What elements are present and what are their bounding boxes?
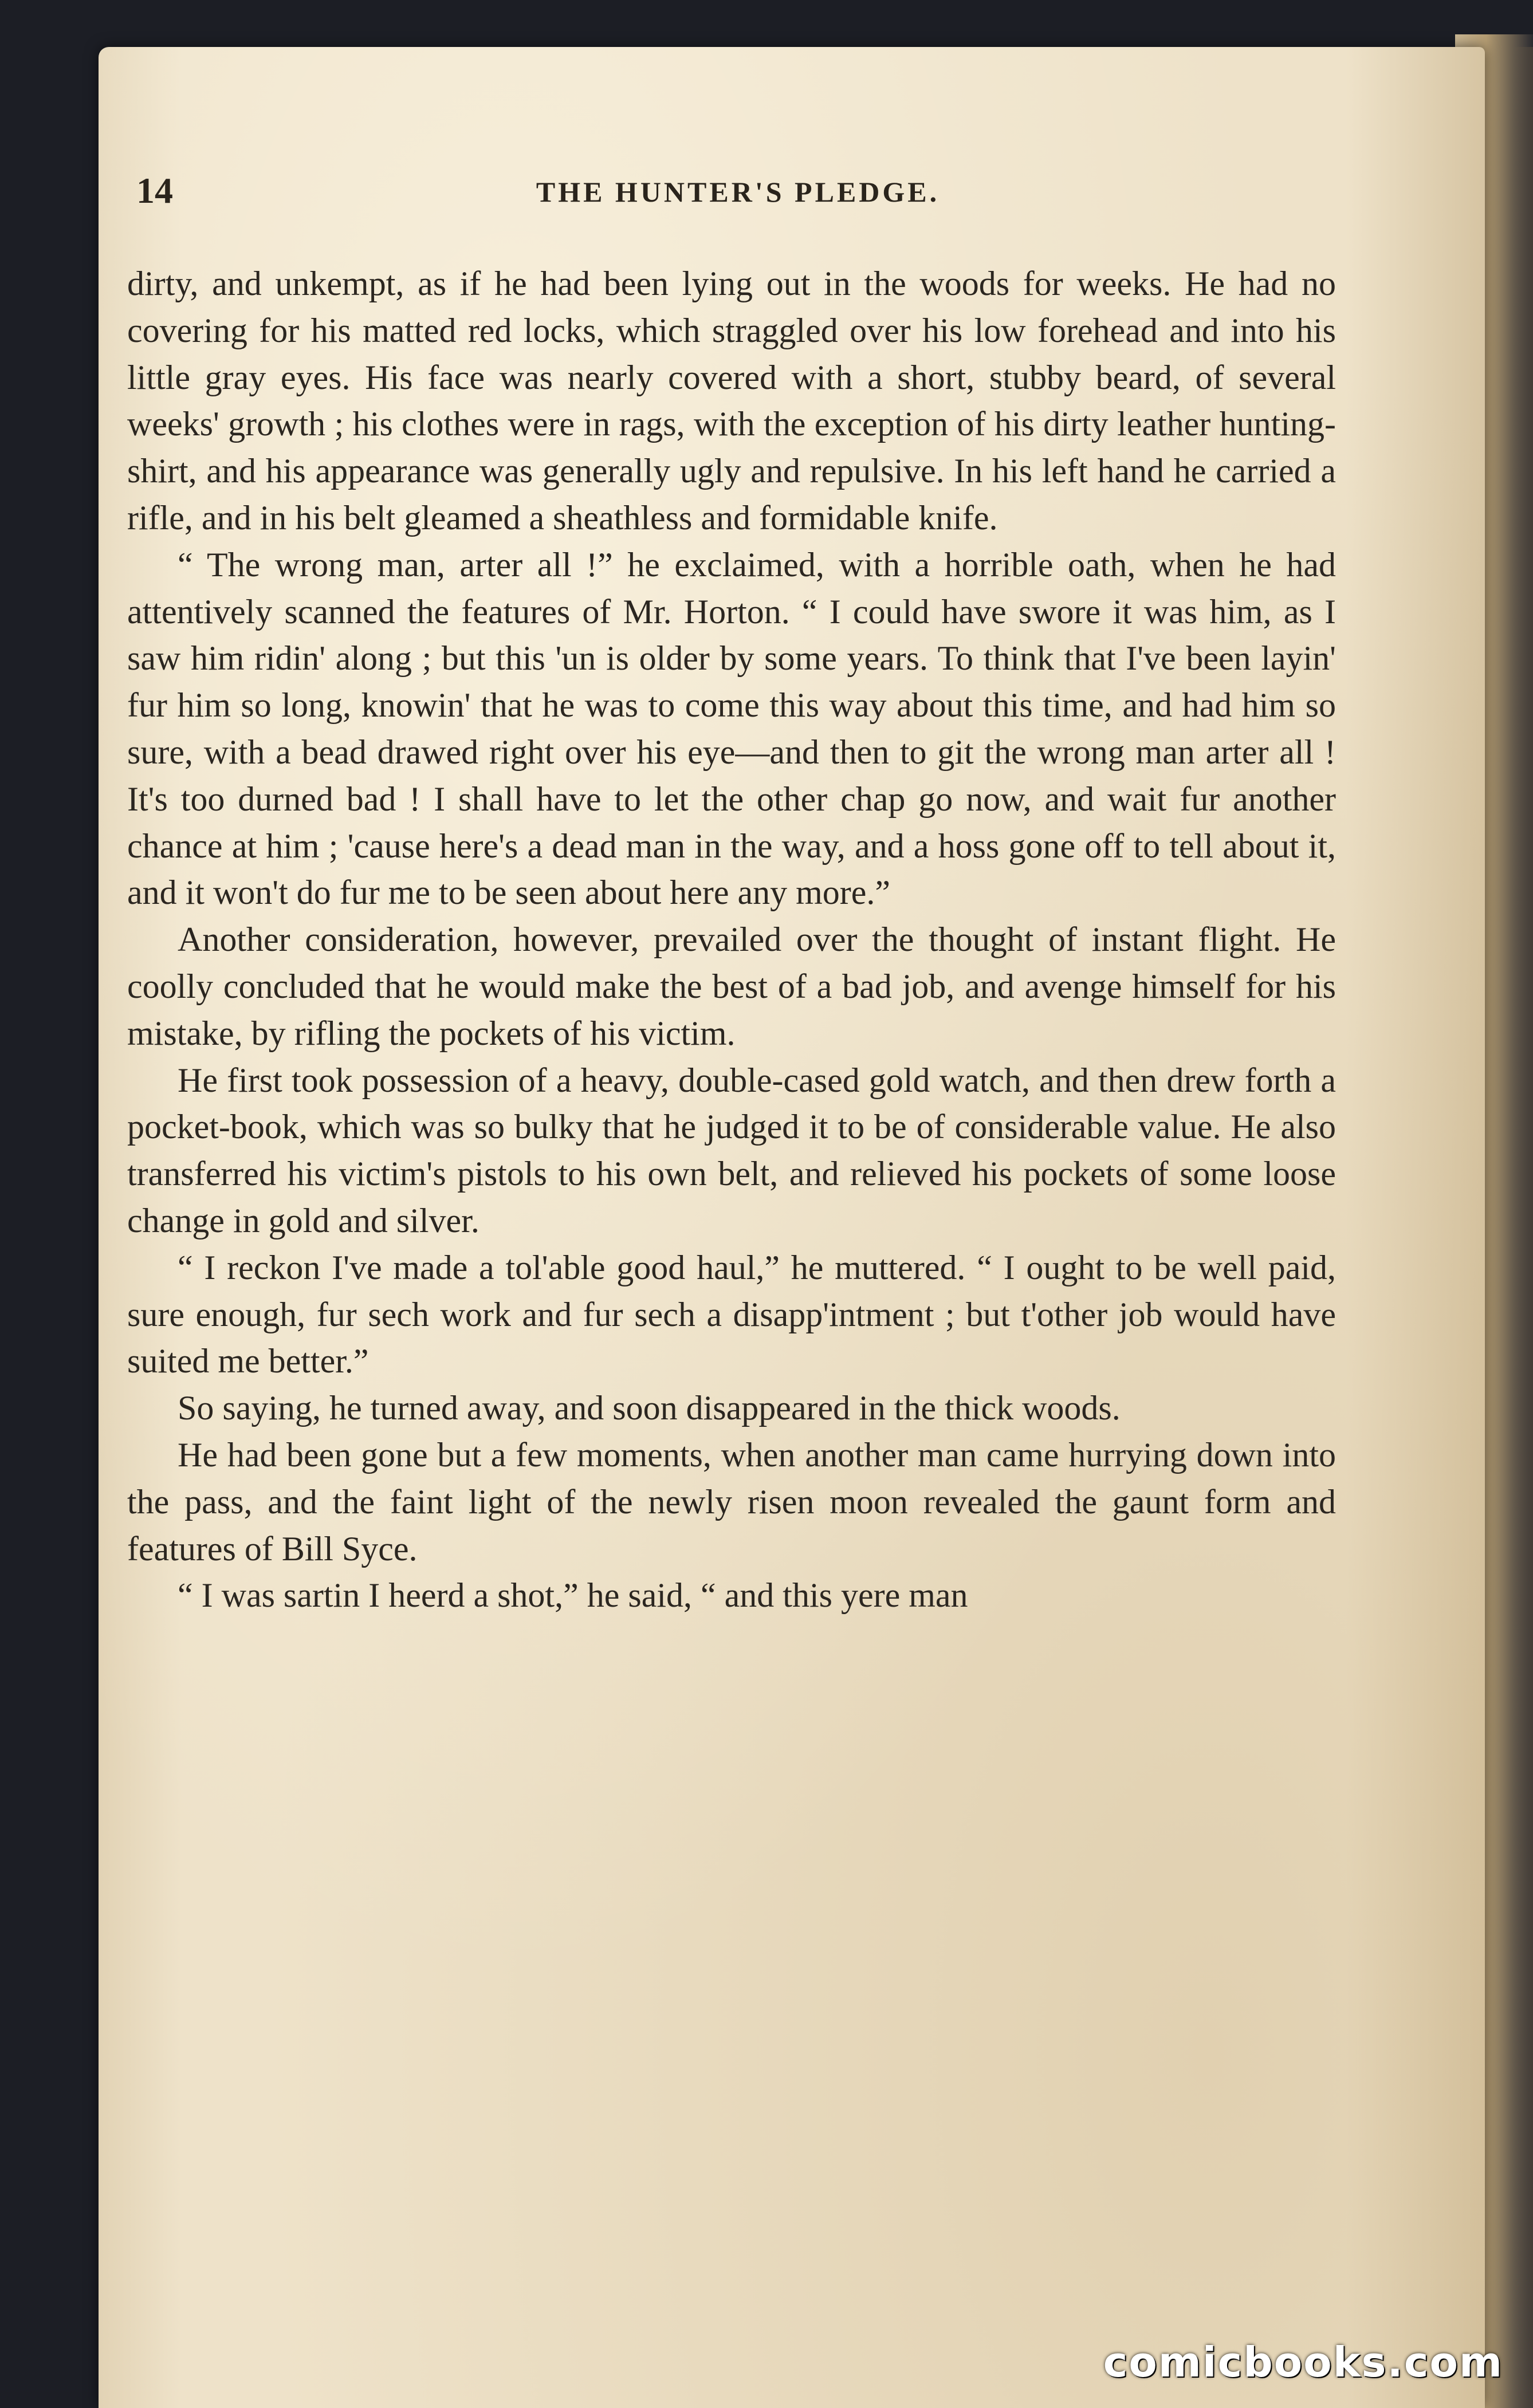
paragraph: Another consideration, however, prevailed over the thought of instant flight. He coolly concluded that he would make the best of a bad job, and avenge himself for his mistake, by rifling the pockets of his victim. — [127, 920, 1336, 1052]
paragraph: dirty, and unkempt, as if he had been lying out in the woods for weeks. He had no covering for his matted red locks, which straggled over his low forehead and into his little gray eyes. His face was nearly covered with a short, stubby beard, of several weeks' growth ; his clothes were in rags, with the exception of his dirty leather hunting-shirt, and his appearance was generally ugly and repulsive. In his left hand he carried a rifle, and in his belt gleamed a sheathless and formidable knife. — [127, 265, 1336, 537]
body-text — [127, 261, 1336, 1619]
running-head — [136, 170, 1339, 225]
page-number: 14 — [136, 170, 173, 211]
page-edge-shadow — [1514, 47, 1533, 2408]
watermark: comicbooks.com — [1103, 2338, 1503, 2386]
running-title: THE HUNTER'S PLEDGE. — [536, 176, 940, 208]
paragraph: “ I was sartin I heerd a shot,” he said, “ and this yere man — [178, 1576, 968, 1615]
paragraph: So saying, he turned away, and soon disappeared in the thick woods. — [178, 1389, 1121, 1427]
paragraph: He had been gone but a few moments, when another man came hurrying down into the pass, and the faint light of the newly risen moon revealed the gaunt form and features of Bill Syce. — [127, 1435, 1336, 1568]
paragraph: “ The wrong man, arter all !” he exclaimed, with a horrible oath, when he had attentively scanned the features of Mr. Horton. “ I could have swore it was him, as I saw him ridin' along ; but this 'un is older by some years. To think that I've been layin' fur him so long, knowin' that he was to come this way about this time, and had him so sure, with a bead drawed right over his eye—and then to git the wrong man arter all ! It's too durned bad ! I shall have to let the other chap go now, and wait fur another chance at him ; 'cause here's a dead man in the way, and a hoss gone off to tell about it, and it won't do fur me to be seen about here any more.” — [127, 545, 1336, 912]
paragraph: “ I reckon I've made a tol'able good haul,” he muttered. “ I ought to be well paid, sure enough, fur sech work and fur sech a disapp'intment ; but t'other job would have suited me better.” — [127, 1248, 1336, 1380]
paragraph: He first took possession of a heavy, double-cased gold watch, and then drew forth a pocket-book, which was so bulky that he judged it to be of considerable value. He also transferred his victim's pistols to his own belt, and relieved his pockets of some loose change in gold and silver. — [127, 1061, 1336, 1240]
